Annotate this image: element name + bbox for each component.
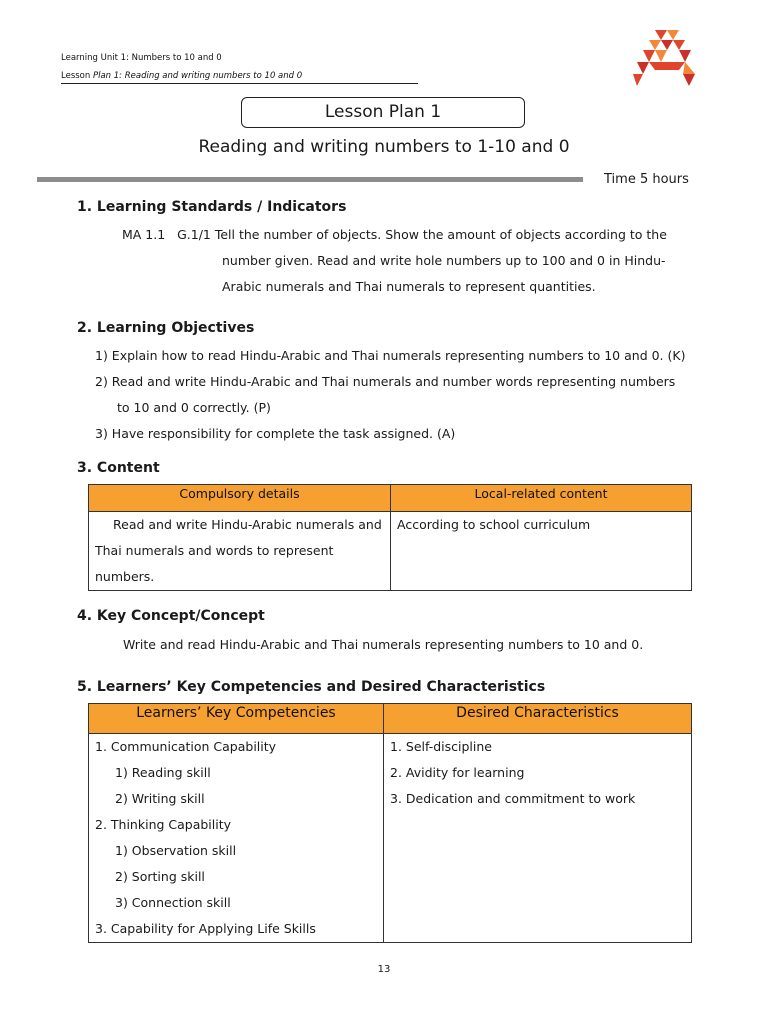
section-1-heading: 1. Learning Standards / Indicators: [77, 199, 347, 215]
standard-line-3: Arabic numerals and Thai numerals to represent quantities.: [222, 279, 596, 294]
characteristic-item: 1. Self-discipline: [390, 739, 492, 754]
key-concept-text: Write and read Hindu-Arabic and Thai numerals representing numbers to 10 and 0.: [123, 637, 644, 652]
competencies-list-cell: [89, 734, 384, 943]
standard-line-1: MA 1.1 G.1/1 Tell the number of objects. Show the amount of objects according to the: [122, 227, 667, 242]
characteristic-item: 3. Dedication and commitment to work: [390, 791, 636, 806]
content-table-header-compulsory: Compulsory details: [89, 485, 391, 512]
unit-header: Learning Unit 1: Numbers to 10 and 0: [61, 53, 222, 63]
competencies-table: [88, 703, 692, 943]
standard-line-2: number given. Read and write hole numbers up to 100 and 0 in Hindu-: [222, 253, 666, 268]
competency-item: 1) Observation skill: [115, 843, 237, 858]
objective-3: 3) Have responsibility for complete the task assigned. (A): [95, 426, 456, 441]
content-table-cell-local: [391, 512, 692, 591]
lesson-header-prefix: Lesson: [61, 71, 91, 81]
lesson-title: Lesson Plan 1: [241, 97, 525, 128]
objective-2-line-1: 2) Read and write Hindu-Arabic and Thai numerals and number words representing numbers: [95, 374, 676, 389]
competency-item: 3. Capability for Applying Life Skills: [95, 921, 316, 936]
time-label: Time 5 hours: [604, 172, 689, 187]
competency-item: 2) Sorting skill: [115, 869, 205, 884]
content-table-cell-compulsory: [89, 512, 391, 591]
objective-2-line-2: to 10 and 0 correctly. (P): [117, 400, 271, 415]
content-table: [88, 484, 692, 591]
section-2-heading: 2. Learning Objectives: [77, 320, 255, 336]
competency-item: 3) Connection skill: [115, 895, 231, 910]
content-table-header-local: Local-related content: [391, 485, 692, 512]
section-4-heading: 4. Key Concept/Concept: [77, 608, 265, 624]
compulsory-line-2: Thai numerals and words to represent: [95, 543, 334, 558]
compulsory-line-3: numbers.: [95, 569, 155, 584]
lesson-header-rest: Plan 1: Reading and writing numbers to 10 and 0: [90, 71, 303, 81]
lesson-subtitle: Reading and writing numbers to 1-10 and 0: [198, 137, 570, 157]
competencies-table-header-key: Learners’ Key Competencies: [89, 704, 384, 734]
section-3-heading: 3. Content: [77, 460, 160, 476]
competencies-table-header-desired: Desired Characteristics: [384, 704, 692, 734]
competency-item: 2. Thinking Capability: [95, 817, 232, 832]
competency-item: 1. Communication Capability: [95, 739, 277, 754]
local-content-text: According to school curriculum: [397, 517, 591, 532]
characteristic-item: 2. Avidity for learning: [390, 765, 525, 780]
competency-item: 1) Reading skill: [115, 765, 211, 780]
section-5-heading: 5. Learners’ Key Competencies and Desired Characteristics: [77, 679, 546, 695]
compulsory-line-1: Read and write Hindu-Arabic numerals and: [113, 517, 382, 532]
publisher-logo-icon: [633, 30, 695, 86]
competency-item: 2) Writing skill: [115, 791, 205, 806]
header-rule: [61, 83, 418, 84]
page-number: 13: [377, 964, 391, 975]
lesson-header: [61, 71, 302, 81]
objective-1: 1) Explain how to read Hindu-Arabic and Thai numerals representing numbers to 10 and 0. (K): [95, 348, 686, 363]
characteristics-list-cell: [384, 734, 692, 943]
title-rule: [37, 177, 583, 182]
